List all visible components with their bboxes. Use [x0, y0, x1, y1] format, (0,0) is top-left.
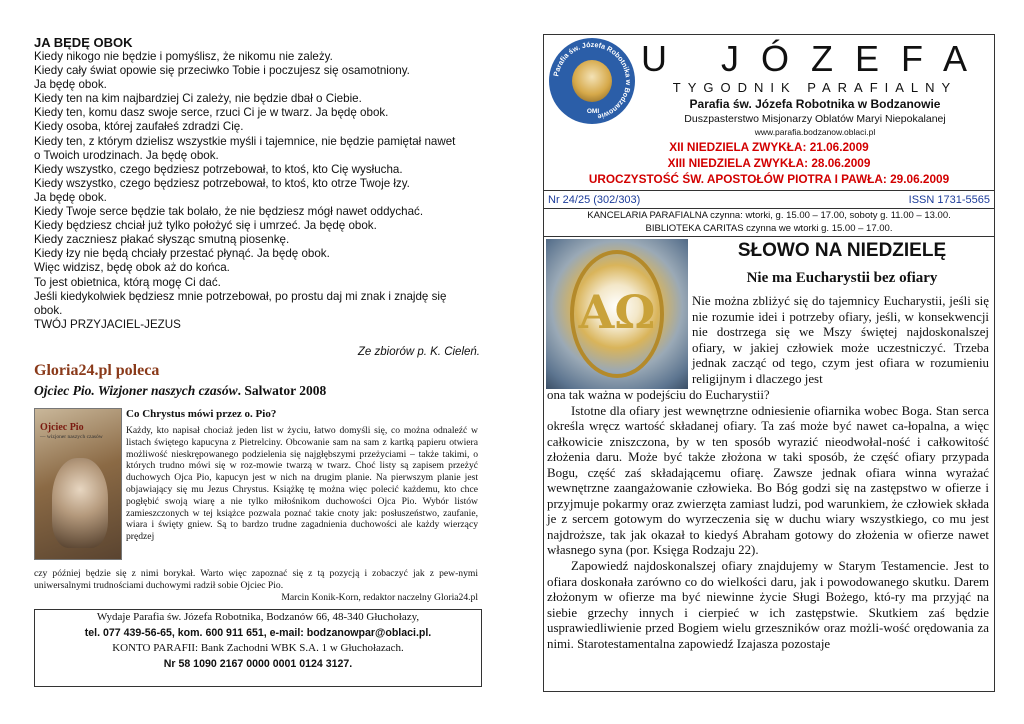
ministry-name: Duszpasterstwo Misjonarzy Oblatów Maryi Niepokalanej — [684, 113, 946, 125]
cover-portrait — [52, 458, 108, 548]
paragraph-2: Istotne dla ofiary jest wewnętrzne odniesienie ofiarnika wobec Boga. Stan serca określa wręcz wartość składanej ofiary. Ta zaś może być nawet ca-łopalna, a więc całkowicie zniszczona, by w ten sposób wyrazić nieodwołal-ność i całkowitość złożenia daru. Może być także złożona w taki sposób, że część ofiary przypada Bogu, część zaś składającemu ofiarę. Zawsze jednak ofiara winna wyrażać wewnętrzne zaangażowanie człowieka. Bo Bóg godzi się na zastępstwo w ofierze i przyjmuje pokarmy oraz zwierzęta zamiast ludzi, pod warunkiem, że człowiek składa je z sercem gotowym do wyrzeczenia się w duchu wiary wszystkiego, co mu jest najdroższe, tak jak okazał to kiedyś Abraham gotowy do złożenia w ofierze nawet własnego syna (por. Księga Rodzaju 22). — [547, 403, 989, 558]
article-text-a: Każdy, kto napisał chociaż jeden list w życiu, łatwo domyśli się, co można odnaleźć w listach świętego kapucyna z Pietrelciny. Obcowanie sam na sam z kartką papieru otwiera możliwość nieskrępowanego podzielenia się najgłębszymi przeżyciami – także takimi, o których trudno mówi się w roz-mowie twarzą w twarz. Choć listy są zapisem przeżyć duchowych Ojca Pio, kapucyn jest w nich na drugim planie. Na pierwszym planie jest objawiający się mu Jezus Chrystus. Książkę tę można więc polecić każdemu, kto chce pogłębić swoją wiarę a nie tylko miłośnikom duchowości Ojca Pio. Wybór listów zamieszczonych w tej książce pozwala poznać takie cnoty jak: posłuszeństwo, zaufanie, wiara i święty gniew. Są to bardzo trudne zagadnienia duchowości ale każdy wierzący prędzej — [126, 425, 478, 543]
feast-date: UROCZYSTOŚĆ ŚW. APOSTOŁÓW PIOTRA I PAWŁA: 29.06.2009 — [588, 172, 950, 186]
paragraph-3: Zapowiedź najdoskonalszej ofiary znajdujemy w Starym Testamencie. Jest to ofiara doskonała zarówno co do wielkości daru, jak i powodowanego skutku. Darem złożonym w ofierze ma być niewinne życie Sługi Bożego, któ-ry ma przyjąć na siebie grzechy innych i cierpieć w ich zastępstwie. Skutkiem zaś będzie usprawiedliwienie przed Bogiem wielu grzeszników oraz możli-wość orędowania za nimi. Starotestamentalna zapowiedź Izajasza pozostaje — [547, 559, 989, 651]
poem-line: Ja będę obok. — [34, 190, 107, 204]
poem-line: Ja będę obok. — [34, 78, 107, 92]
alpha-omega-symbol: AΩ — [578, 285, 656, 339]
office-hours: KANCELARIA PARAFIALNA czynna: wtorki, g. 15.00 – 17.00, soboty g. 11.00 – 13.00. — [587, 210, 951, 221]
poem-line: Kiedy cały świat opowie się przeciwko Tobie i poczujesz się osamotniony. — [34, 64, 410, 78]
poem-line: Kiedy nikogo nie będzie i pomyślisz, że nikomu nie zależy. — [34, 50, 333, 63]
logo-saint-icon — [572, 60, 612, 102]
article-intro: Nie można zbliżyć się do tajemnicy Eucharystii, jeśli się nie rozumie idei i potrzeby ofiary, jeśli, w konsekwencji nie dostrzega się we Mszy świętej najdoskonalszej ofiary, w jakiej człowiek może uczestniczyć. Trzeba jednak zacząć od tego, czym jest ofiara w rozumieniu religijnym i dlaczego jest — [692, 294, 989, 386]
poem-line: Kiedy łzy nie będą chciały przestać płynąć. Ja będę obok. — [34, 247, 330, 261]
poem-line: obok. — [34, 303, 63, 317]
article-text-b: czy później będzie się z nimi borykał. Warto więc zapoznać się z tą pozycją i zobaczyć jak z pew-nymi uniwersalnymi trudnościami duchowymi radził sobie Ojciec Pio. — [34, 568, 478, 591]
article-signature: Marcin Konik-Korn, redaktor naczelny Gloria24.pl — [281, 592, 478, 603]
poem-line: Kiedy wszystko, czego będziesz potrzebował, to ktoś, kto Cię wysłucha. — [34, 162, 403, 176]
poem-line: Kiedy ten na kim najbardziej Ci zależy, nie będzie dbał o Ciebie. — [34, 92, 362, 106]
footer-line-2: tel. 077 439-56-65, kom. 600 911 651, e-mail: bodzanowpar@oblaci.pl. — [84, 626, 432, 639]
newspaper-subtitle: TYGODNIK PARAFIALNY — [672, 80, 958, 95]
website-link[interactable]: www.parafia.bodzanow.oblaci.pl — [754, 127, 876, 137]
divider — [543, 236, 995, 237]
poem-line: Jeśli kiedykolwiek będziesz mnie potrzebował, po prostu daj mi znak i znajdę się — [34, 289, 447, 303]
footer-line-4: Nr 58 1090 2167 0000 0001 0124 3127. — [163, 657, 353, 670]
poem-line: Kiedy zaczniesz płakać słysząc smutną piosenkę. — [34, 233, 290, 247]
poem-line: Kiedy ten, komu dasz swoje serce, rzuci Ci je w twarz. Ja będę obok. — [34, 106, 389, 120]
logo-omi: OMI — [586, 108, 600, 115]
poem-line: To jest obietnica, którą mogę Ci dać. — [34, 275, 221, 289]
section-title: SŁOWO NA NIEDZIELĘ — [737, 240, 947, 261]
logo-ring-label: Parafia św. Józefa Robotnika w Bodzanowie — [551, 39, 634, 122]
poem-line: Kiedy osoba, której zaufałeś zdradzi Cię. — [34, 120, 244, 134]
book-name: Ojciec Pio. Wizjoner naszych czasów — [34, 383, 238, 398]
cover-title: Ojciec Pio — [40, 422, 84, 433]
poem-line: Więc widzisz, będę obok aż do końca. — [34, 261, 230, 275]
issn: ISSN 1731-5565 — [908, 194, 990, 206]
book-publisher: . Salwator 2008 — [237, 383, 327, 398]
divider — [543, 208, 995, 209]
book-title — [34, 383, 326, 399]
issue-number: Nr 24/25 (302/303) — [548, 194, 641, 206]
footer-line-3: KONTO PARAFII: Bank Zachodni WBK S.A. 1 w Głuchołazach. — [112, 642, 404, 654]
article-body — [547, 388, 989, 652]
poem-line: Kiedy będziesz chciał już tylko położyć się i umrzeć. Ja będę obok. — [34, 219, 377, 233]
publisher-footer — [34, 609, 482, 687]
gloria-heading: Gloria24.pl poleca — [34, 362, 160, 379]
poem-line: Kiedy ten, z którym dzielisz wszystkie myśli i tajemnice, nie będzie pamiętał nawet — [34, 134, 456, 148]
poem-line: Kiedy wszystko, czego będziesz potrzebował, to ktoś, kto otrze Twoje łzy. — [34, 176, 410, 190]
sunday-date-1: XII NIEDZIELA ZWYKŁA: 21.06.2009 — [669, 140, 869, 154]
newspaper-title: U JÓZEFA — [640, 38, 990, 79]
paragraph-1-end: ona tak ważna w podejściu do Eucharystii? — [547, 388, 770, 402]
poem — [34, 50, 484, 332]
poem-line: TWÓJ PRZYJACIEL-JEZUS — [34, 317, 181, 331]
poem-line: o Twoich urodzinach. Ja będę obok. — [34, 148, 219, 162]
poem-source: Ze zbiorów p. K. Cieleń. — [357, 346, 480, 358]
divider — [543, 190, 995, 191]
footer-line-1: Wydaje Parafia św. Józefa Robotnika, Bodzanów 66, 48-340 Głuchołazy, — [96, 611, 420, 623]
article-headline: Nie ma Eucharystii bez ofiary — [746, 270, 938, 286]
library-hours: BIBLIOTEKA CARITAS czynna we wtorki g. 15.00 – 17.00. — [645, 223, 893, 234]
sunday-date-2: XIII NIEDZIELA ZWYKŁA: 28.06.2009 — [667, 156, 871, 170]
parish-name: Parafia św. Józefa Robotnika w Bodzanowie — [689, 97, 941, 111]
poem-title: JA BĘDĘ OBOK — [34, 35, 133, 50]
article-title: Co Chrystus mówi przez o. Pio? — [126, 408, 277, 420]
cover-subtitle: — wizjoner naszych czasów — [40, 434, 103, 440]
poem-line: Kiedy Twoje serce będzie tak bolało, że nie będziesz mógł nawet oddychać. — [34, 205, 424, 219]
